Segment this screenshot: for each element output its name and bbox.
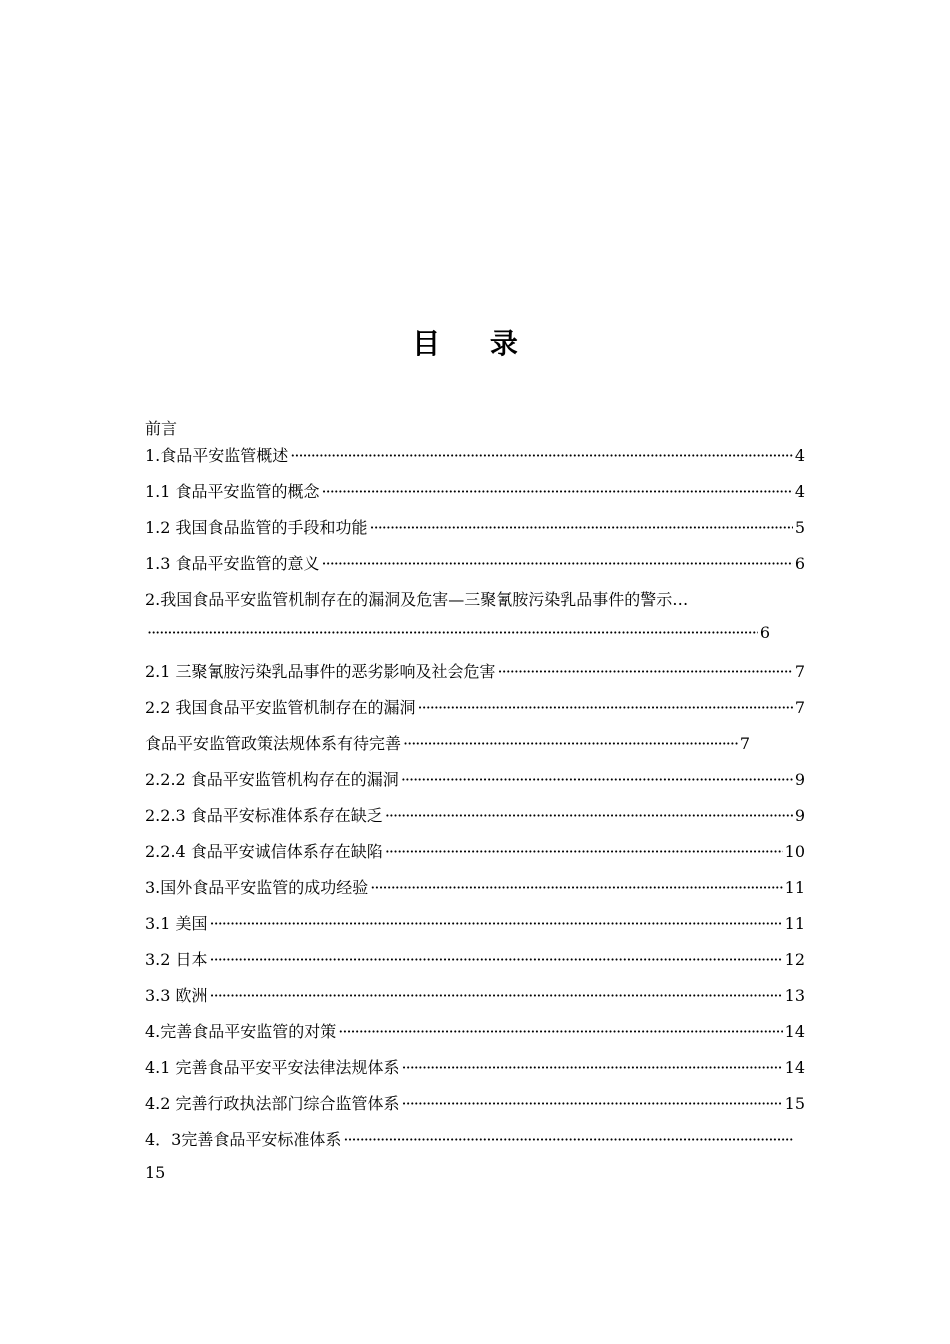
toc-entry-text: 3.1 美国 xyxy=(145,914,208,933)
toc-entry-text: 前言 xyxy=(145,419,178,438)
toc-page-number: 15 xyxy=(784,1094,805,1113)
toc-page-number: 12 xyxy=(784,950,805,969)
dot-leader xyxy=(338,1022,782,1041)
toc-entry-text: 2.2.2 食品平安监管机构存在的漏洞 xyxy=(145,770,399,789)
dot-leader xyxy=(402,1058,783,1077)
dot-leader xyxy=(385,842,783,861)
toc-entry-text: 2.2.3 食品平安标准体系存在缺乏 xyxy=(145,806,383,825)
toc-entry[interactable] xyxy=(145,947,805,970)
toc-page-number: 7 xyxy=(794,662,805,681)
toc-entry[interactable] xyxy=(145,731,750,754)
dot-leader xyxy=(322,554,793,573)
dot-leader xyxy=(401,770,793,789)
dot-leader xyxy=(385,806,793,825)
toc-entry-text: 食品平安监管政策法规体系有待完善 xyxy=(145,734,402,753)
toc-entry[interactable] xyxy=(145,551,805,574)
toc-entry-text: 4．3完善食品平安标准体系 xyxy=(145,1130,342,1149)
toc-entry-text: 4.完善食品平安监管的对策 xyxy=(145,1022,337,1041)
toc-entry-text: 3.国外食品平安监管的成功经验 xyxy=(145,878,369,897)
toc-entry[interactable] xyxy=(145,983,805,1006)
toc-entry-text: 2.2.4 食品平安诚信体系存在缺陷 xyxy=(145,842,383,861)
dot-leader xyxy=(210,950,783,969)
dot-leader xyxy=(322,482,793,501)
toc-entry-text: 1.食品平安监管概述 xyxy=(145,446,289,465)
toc-entry[interactable] xyxy=(145,515,805,538)
toc-page-number: 15 xyxy=(145,1163,166,1182)
toc-entry[interactable] xyxy=(145,659,805,682)
toc-entry-text: 4.1 完善食品平安平安法律法规体系 xyxy=(145,1058,400,1077)
toc-entry-text: 1.3 食品平安监管的意义 xyxy=(145,554,320,573)
toc-page-number: 9 xyxy=(794,770,805,789)
toc-page-number: 5 xyxy=(794,518,805,537)
toc-page-number: 7 xyxy=(794,698,805,717)
toc-entry-text: 2.我国食品平安监管机制存在的漏洞及危害—三聚氰胺污染乳品事件的警示… xyxy=(145,590,689,609)
toc-entry-text: 1.1 食品平安监管的概念 xyxy=(145,482,320,501)
toc-entry[interactable] xyxy=(145,587,688,610)
toc-entry-text: 2.1 三聚氰胺污染乳品事件的恶劣影响及社会危害 xyxy=(145,662,496,681)
toc-entry-preface[interactable] xyxy=(145,416,177,439)
toc-entry[interactable] xyxy=(145,1055,805,1078)
toc-entry[interactable] xyxy=(145,1019,805,1042)
dot-leader xyxy=(418,698,793,717)
toc-entry-text: 4.2 完善行政执法部门综合监管体系 xyxy=(145,1094,400,1113)
toc-page-number: 6 xyxy=(759,623,770,642)
toc-page-number: 9 xyxy=(794,806,805,825)
dot-leader xyxy=(370,878,782,897)
dot-leader xyxy=(402,1094,783,1113)
toc-page-number: 10 xyxy=(784,842,805,861)
dot-leader xyxy=(498,662,793,681)
toc-entry[interactable] xyxy=(145,803,805,826)
toc-entry[interactable] xyxy=(145,1091,805,1114)
dot-leader xyxy=(147,623,758,642)
toc-page-number: 13 xyxy=(784,986,805,1005)
dot-leader xyxy=(370,518,793,537)
toc-page-number: 11 xyxy=(784,878,805,897)
toc-entry[interactable] xyxy=(145,875,805,898)
toc-page-number: 14 xyxy=(784,1058,805,1077)
toc-entry[interactable] xyxy=(145,767,805,790)
toc-entry-continuation[interactable] xyxy=(145,623,770,642)
toc-entry[interactable] xyxy=(145,479,805,502)
toc-page-number: 14 xyxy=(784,1022,805,1041)
dot-leader xyxy=(290,446,793,465)
dot-leader xyxy=(210,986,783,1005)
toc-entry[interactable] xyxy=(145,695,805,718)
toc-page-number: 7 xyxy=(739,734,750,753)
toc-entry-text: 3.3 欧洲 xyxy=(145,986,208,1005)
toc-entry-continuation[interactable] xyxy=(145,1163,165,1182)
toc-page-number: 4 xyxy=(794,482,805,501)
toc-entry[interactable] xyxy=(145,443,805,466)
dot-leader xyxy=(343,1130,793,1149)
toc-page-number: 11 xyxy=(784,914,805,933)
toc-entry-text: 3.2 日本 xyxy=(145,950,208,969)
page-title: 目 录 xyxy=(412,327,538,360)
dot-leader xyxy=(210,914,783,933)
toc-entry-text: 2.2 我国食品平安监管机制存在的漏洞 xyxy=(145,698,416,717)
toc-entry-text: 1.2 我国食品监管的手段和功能 xyxy=(145,518,368,537)
dot-leader xyxy=(403,734,738,753)
toc-page-number: 6 xyxy=(794,554,805,573)
toc-entry[interactable] xyxy=(145,911,805,934)
toc-page-number: 4 xyxy=(794,446,805,465)
toc-entry[interactable] xyxy=(145,1127,805,1150)
toc-entry[interactable] xyxy=(145,839,805,862)
